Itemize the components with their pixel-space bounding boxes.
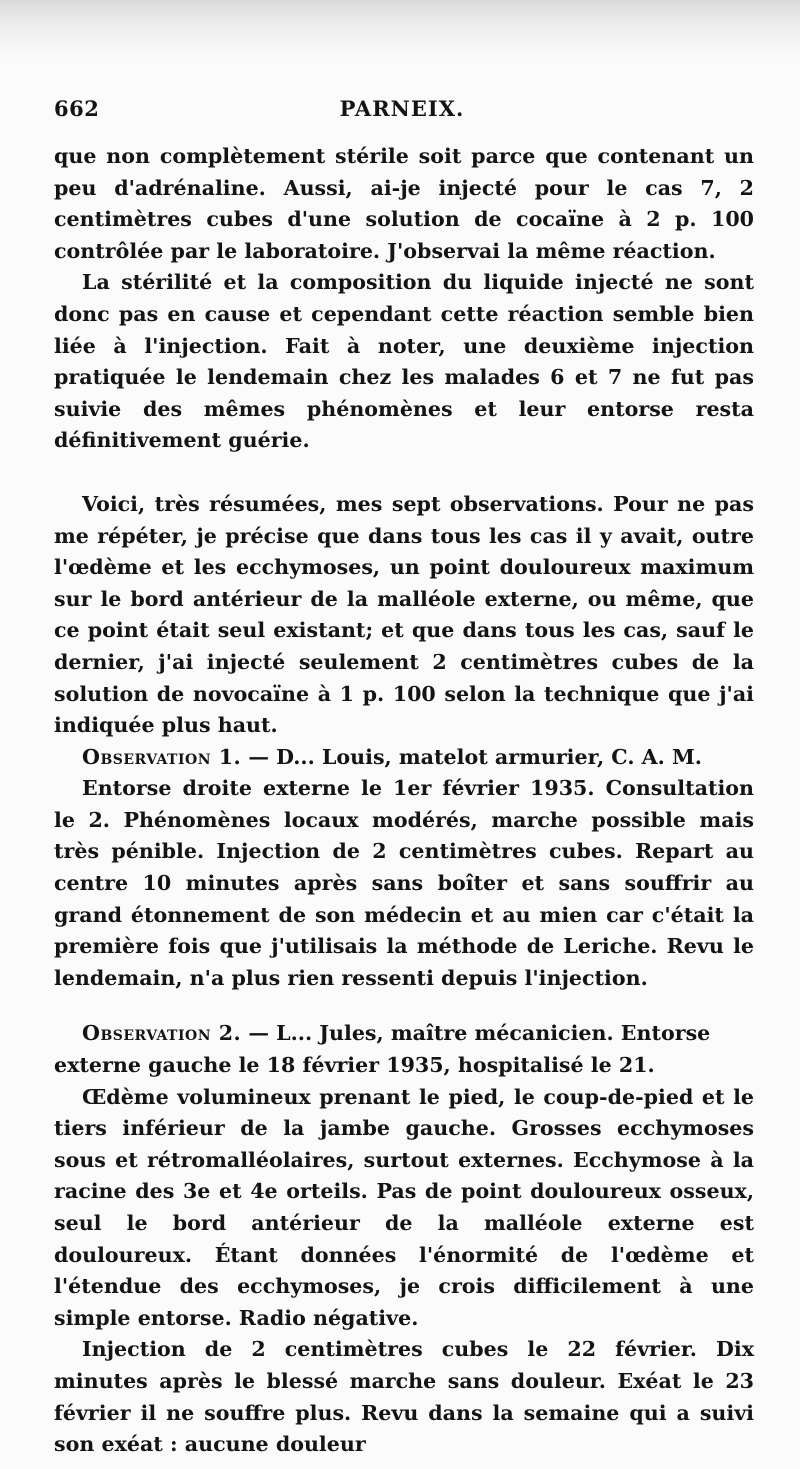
observation-2-text-1: Œdème volumineux prenant le pied, le coup-de-pied et le tiers inférieur de la jambe gauche. Grosses ecchymoses sous et rétromalléolaires, surtout externes. Ecchymose à la racine des 3e et 4e orteils. Pas de point douloureux osseux, seul le bord antérieur de la malléole externe est douloureux. Étant données l'énormité de l'œdème et l'étendue des ecchymoses, je crois difficilement à une simple entorse. Radio négative.	[54, 1084, 754, 1330]
paragraph-sterility: La stérilité et la composition du liquide injecté ne sont donc pas en cause et cependant cette réaction semble bien liée à l'injection. Fait à noter, une deuxième injection pratiquée le lendemain chez les malades 6 et 7 ne fut pas suivie des mêmes phénomènes et leur entorse resta définitivement guérie.	[54, 270, 754, 453]
paragraph-summary: Voici, très résumées, mes sept observations. Pour ne pas me répéter, je précise que dans tous les cas il y avait, outre l'œdème et les ecchymoses, un point douloureux maximum sur le bord antérieur de la malléole externe, ou même, que ce point était seul existant; et que dans tous les cas, sauf le dernier, j'ai injecté seulement 2 centimètres cubes de la solution de novocaïne à 1 p. 100 selon la technique que j'ai indiquée plus haut.	[54, 491, 754, 738]
observation-2-text-2: Injection de 2 centimètres cubes le 22 février. Dix minutes après le blessé marche sans douleur. Exéat le 23 février il ne souffre plus. Revu dans la semaine qui a suivi son exéat : aucune douleur	[54, 1337, 754, 1457]
page-body	[54, 141, 754, 1461]
paragraph-continuation: que non complètement stérile soit parce que contenant un peu d'adrénaline. Aussi, ai-je injecté pour le cas 7, 2 centimètres cubes d'une solution de cocaïne à 2 p. 100 contrôlée par le laboratoire. J'observai la même réaction.	[54, 144, 754, 263]
observation-2-heading	[54, 1018, 754, 1081]
running-title: PARNEIX.	[339, 96, 465, 121]
observation-2-patient: — L... Jules, maître mécanicien. Entorse externe gauche le 18 février 1935, hospitalisé le 21.	[54, 1021, 711, 1078]
page-number: 662	[54, 96, 100, 121]
observation-2-label: Observation 2.	[82, 1021, 242, 1046]
observation-1-label: Observation 1.	[82, 744, 242, 769]
scan-shadow	[0, 0, 800, 60]
observation-1-patient: — D... Louis, matelot armurier, C. A. M.	[241, 744, 702, 769]
observation-1-heading	[54, 742, 754, 774]
page-header	[54, 96, 750, 128]
observation-1-text: Entorse droite externe le 1er février 1935. Consultation le 2. Phénomènes locaux modérés, marche possible mais très pénible. Injection de 2 centimètres cubes. Repart au centre 10 minutes après sans boîter et sans souffrir au grand étonnement de son médecin et au mien car c'était la première fois que j'utilisais la méthode de Leriche. Revu le lendemain, n'a plus rien ressenti depuis l'injection.	[54, 776, 754, 990]
